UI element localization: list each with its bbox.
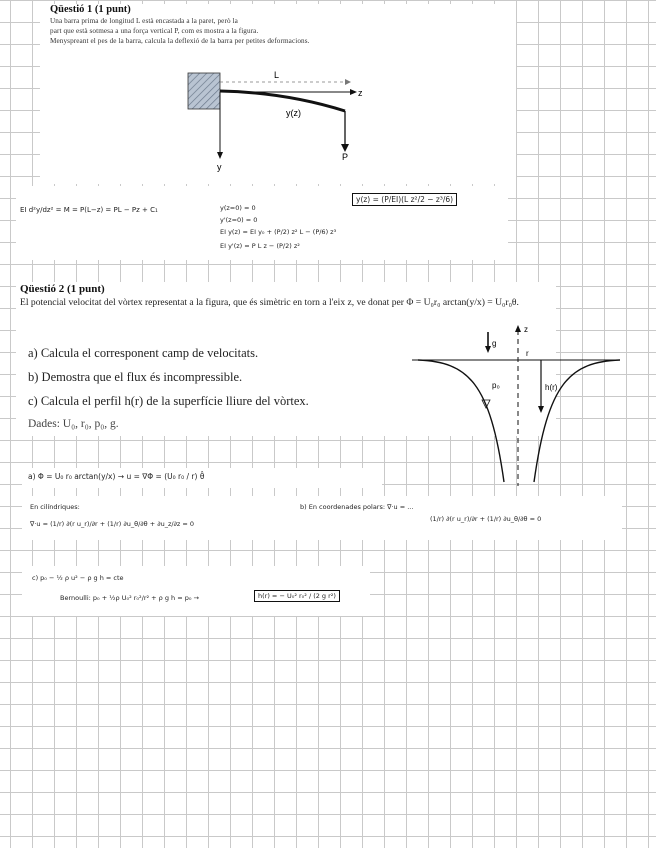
label-p0: p₀ (492, 381, 500, 390)
label-z: z (358, 88, 363, 98)
solution-1-answer-box: y(z) = (P/EI)(L z²/2 − z³/6) (352, 193, 457, 206)
length-arrowhead (345, 79, 351, 85)
question-1-statement-line: part que està sotmesa a una força vertical P, com es mostra a la figura. (50, 27, 259, 35)
label-h: h(r) (545, 383, 558, 392)
solution-2-b-right-title: b) En coordenades polars: ∇·u = ... (300, 503, 414, 511)
solution-2-b-left-eq: ∇·u = (1/r) ∂(r u_r)/∂r + (1/r) ∂u_θ/∂θ + ∂u_z/∂z = 0 (30, 520, 195, 528)
vortex-figure (408, 322, 628, 488)
question-1-statement-line: Menyspreant el pes de la barra, calcula la deflexió de la barra per petites deformacions. (50, 37, 310, 45)
solution-2-b-left-title: En cilíndriques: (30, 503, 80, 511)
cantilever-figure (180, 64, 370, 174)
solution-1-r4: EI y'(z) = P L z − (P/2) z² (220, 242, 300, 250)
gravity-arrowhead (485, 346, 491, 353)
z-axis-arrowhead (515, 325, 521, 332)
solution-1-r1: y(z=0) = 0 (220, 204, 256, 212)
question-1-statement (50, 16, 512, 46)
label-L: L (274, 70, 280, 80)
z-arrowhead (350, 89, 357, 95)
question-2-statement: El potencial velocitat del vòrtex representat a la figura, que és simètric en torn a l'eix z, ve donat per Φ = U₀r₀ arctan(y/x) = U₀r₀θ. (20, 297, 519, 308)
item-a: a) Calcula el corresponent camp de velocitats. (28, 346, 259, 360)
solution-2-a: a) Φ = U₀ r₀ arctan(y/x) → u = ∇Φ = (U₀ r₀ / r) θ̂ (28, 472, 205, 481)
force-arrowhead (341, 144, 349, 152)
label-P: P (342, 152, 349, 162)
y-arrowhead (217, 152, 223, 159)
deflected-beam (220, 91, 345, 111)
label-curve: y(z) (286, 108, 301, 118)
vortex-profile (418, 360, 620, 482)
item-c: c) Calcula el perfil h(r) de la superfície lliure del vòrtex. (28, 394, 309, 408)
solution-1-line0: EI d²y/dz² = M = P(L−z) = PL − Pz + C₁ (20, 206, 158, 214)
item-b: b) Demostra que el flux és incompressible. (28, 370, 243, 384)
label-g: g (492, 339, 497, 348)
solution-2-c2: Bernoulli: p₀ + ½ρ U₀² r₀²/r² + ρ g h = p₀ → (60, 594, 200, 602)
label-y: y (217, 162, 222, 172)
question-2-items (28, 346, 398, 430)
solution-1-r3: EI y(z) = EI y₀ + (P/2) z² L − (P/6) z³ (220, 228, 337, 236)
wall-hatch (188, 73, 220, 109)
label-r: r (526, 349, 529, 358)
solution-2-b-right-eq: (1/r) ∂(r u_r)/∂r + (1/r) ∂u_θ/∂θ = 0 (430, 515, 542, 523)
question-1-title: Qüestió 1 (1 punt) (50, 4, 131, 15)
solution-2-answer-box: h(r) = − U₀² r₀² / (2 g r²) (254, 590, 340, 602)
solution-1-r2: y'(z=0) = 0 (220, 216, 258, 224)
question-2-title: Qüestió 2 (1 punt) (20, 283, 105, 295)
data-line: Dades: U₀, r₀, p₀, g. (28, 418, 119, 430)
label-z-vortex: z (524, 325, 528, 334)
solution-2-c1: c) p₀ − ½ ρ u² − ρ g h = cte (32, 574, 124, 582)
h-arrowhead (538, 406, 544, 413)
question-1-statement-line: Una barra prima de longitud L està encastada a la paret, però la (50, 17, 238, 25)
